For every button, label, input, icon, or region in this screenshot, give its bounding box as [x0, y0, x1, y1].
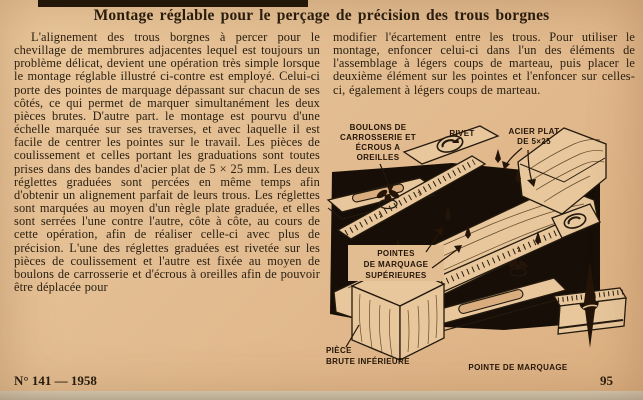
- scan-edge-strip: [0, 391, 643, 400]
- scale-digit-3: 2: [516, 247, 522, 254]
- page-edge-bar: [38, 0, 308, 7]
- scale-digit-1: 2: [378, 212, 384, 220]
- label-acier-line2: DE 5×25: [517, 137, 551, 146]
- article-title: Montage réglable pour le perçage de précision des trous borgnes: [93, 7, 550, 24]
- page-number: 95: [600, 373, 613, 388]
- label-pointes-line1: POINTES: [377, 249, 415, 258]
- text-columns: [14, 31, 635, 379]
- scale-digit-2: 3: [417, 190, 423, 198]
- label-boulons-line1: BOULONS DE: [349, 123, 407, 132]
- issue-number: N° 141 — 1958: [14, 373, 97, 388]
- label-piece-line1: PIÈCE: [326, 346, 352, 355]
- label-pointes-line2: DE MARQUAGE: [363, 260, 429, 269]
- jig-illustration: [322, 118, 635, 376]
- label-piece-line2: BRUTE INFÉRIEURE: [326, 357, 410, 366]
- label-pointe-marquage: [468, 363, 568, 372]
- label-rivet-text: RIVET: [449, 129, 475, 138]
- body-text-left: L'alignement des trous borgnes à percer pour le chevillage de membrures adjacentes lequel est toujours un problème délicat, devient une opération très simple lorsque le montage réglable illustré ci-contre est employé. Celui-ci porte des pointes de marquage dépassant sur chacun de ses côtés, ce qui permet de marquer simultanément les deux pièces brutes. D'autre part. le montage est pourvu d'une échelle marquée sur ses traverses, et avec laquelle il est facile de centrer les pointes sur le travail. Les pièces de coulissement et celles portant les graduations sont toutes prises dans des bandes d'acier plat de 5 × 25 mm. Les deux réglettes graduées sont percées en même temps afin d'obtenir un alignement parfait de leurs trous. Les réglettes sont marquées au moyen d'un règle plate graduée, et elles sont serrées l'une contre l'autre, côte à côte, au cours de cette opération, afin de réaliser celle-ci avec plus de précision. L'une des réglettes graduées est rivetée sur les pièces de coulissement et l'autre est fixée au moyen de boulons de carrosserie et d'écrous à oreilles afin de pouvoir être déplacée pour: [14, 31, 320, 294]
- label-acier-line1: ACIER PLAT: [508, 127, 560, 136]
- label-boulons-line4: OREILLES: [356, 153, 400, 162]
- column-left: [14, 31, 320, 379]
- label-pointes-line3: SUPÉRIEURES: [365, 271, 427, 280]
- label-boulons-line3: ÉCROUS A: [355, 143, 401, 152]
- jig-figure: [322, 118, 635, 376]
- page-footer: [14, 373, 613, 389]
- label-pointe-marquage-text: POINTE DE MARQUAGE: [468, 363, 568, 372]
- column-right: [326, 31, 635, 379]
- label-boulons-line2: CARROSSERIE ET: [339, 133, 417, 142]
- body-text-right: modifier l'écartement entre les trous. Pour utiliser le montage, enfoncer celui-ci dans l'un des éléments de l'assemblage à légers coups de marteau, puis placer le deuxième élément sur les pointes et l'enfoncer sur celles-ci, également à légers coups de marteau.: [333, 31, 635, 97]
